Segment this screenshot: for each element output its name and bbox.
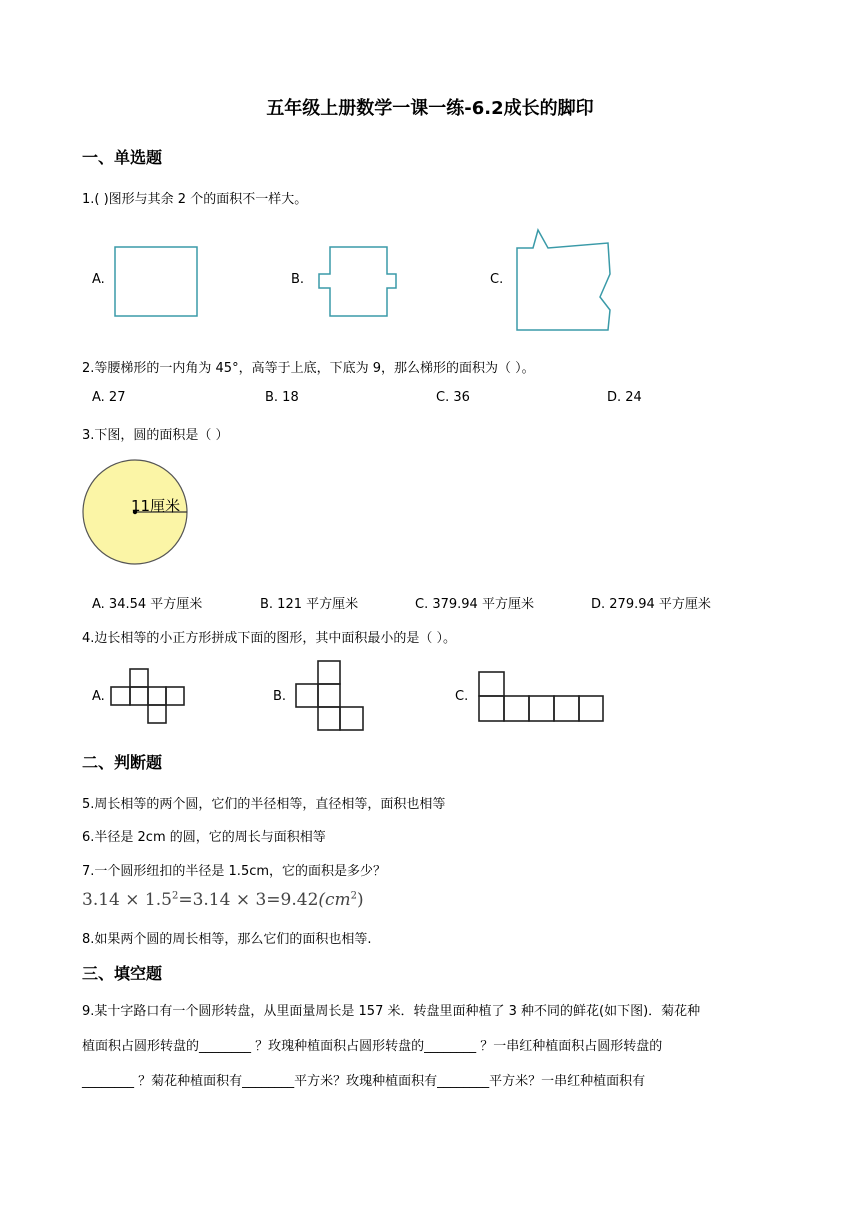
question-6-text: 6.半径是 2cm 的圆，它的周长与面积相等 xyxy=(82,830,326,845)
q3-option-a[interactable]: A. 34.54 平方厘米 xyxy=(92,597,203,612)
q3-option-d[interactable]: D. 279.94 平方厘米 xyxy=(591,597,711,612)
q2-option-a[interactable]: A. 27 xyxy=(92,390,126,405)
q2-option-c[interactable]: C. 36 xyxy=(436,390,470,405)
q1-option-b-label[interactable]: B. xyxy=(291,272,305,287)
q3-option-b[interactable]: B. 121 平方厘米 xyxy=(260,597,359,612)
question-4-text: 4.边长相等的小正方形拼成下面的图形，其中面积最小的是（ ）。 xyxy=(82,631,457,646)
question-2-text: 2.等腰梯形的一内角为 45°，高等于上底，下底为 9，那么梯形的面积为（ ）。 xyxy=(82,361,535,376)
q1-option-a-label[interactable]: A. xyxy=(92,272,105,287)
question-1-text: 1.( )图形与其余 2 个的面积不一样大。 xyxy=(82,192,308,207)
section-heading-single-choice: 一、单选题 xyxy=(82,148,163,167)
q4-option-a-label[interactable]: A. xyxy=(92,689,105,704)
question-9-line-3: ________ ？菊花种植面积有________平方米？玫瑰种植面积有________平方米？一串红种植面积有 xyxy=(82,1074,646,1089)
section-heading-fill-in: 三、填空题 xyxy=(82,964,163,983)
q4-option-b-label[interactable]: B. xyxy=(273,689,287,704)
q4-option-c-label[interactable]: C. xyxy=(455,689,469,704)
page-title: 五年级上册数学一课一练-6.2成长的脚印 xyxy=(266,98,594,119)
section-heading-true-false: 二、判断题 xyxy=(82,753,163,772)
question-9-line-1: 9.某十字路口有一个圆形转盘，从里面量周长是 157 米．转盘里面种植了 3 种不同的鲜花(如下图)．菊花种 xyxy=(82,1004,701,1019)
q2-option-b[interactable]: B. 18 xyxy=(265,390,299,405)
q7-formula: $3.14 \times 1.5^2=3.14 \times 3=9.42(cm^2)$ xyxy=(82,890,364,910)
question-3-text: 3.下图，圆的面积是（ ） xyxy=(82,428,229,443)
question-8-text: 8.如果两个圆的周长相等，那么它们的面积也相等. xyxy=(82,932,372,947)
q2-option-d[interactable]: D. 24 xyxy=(607,390,642,405)
question-7-text: 7.一个圆形纽扣的半径是 1.5cm，它的面积是多少？ xyxy=(82,864,387,879)
q1-option-c-label[interactable]: C. xyxy=(490,272,504,287)
q3-option-c[interactable]: C. 379.94 平方厘米 xyxy=(415,597,534,612)
q3-radius-label: 11厘米 xyxy=(131,497,181,515)
question-5-text: 5.周长相等的两个圆，它们的半径相等，直径相等，面积也相等 xyxy=(82,797,446,812)
question-9-line-2: 植面积占圆形转盘的________ ？玫瑰种植面积占圆形转盘的________ ？一串红种植面积占圆形转盘的 xyxy=(82,1039,663,1054)
